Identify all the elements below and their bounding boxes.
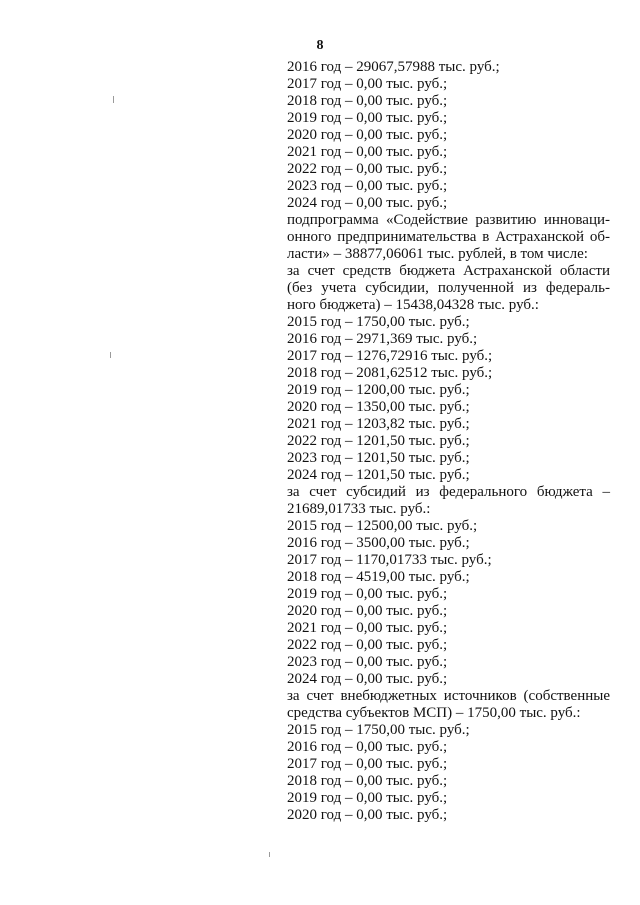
text-line: 2018 год – 0,00 тыс. руб.; [287, 93, 448, 109]
text-line: 2016 год – 3500,00 тыс. руб.; [287, 535, 470, 551]
text-line: ласти» – 38877,06061 тыс. рублей, в том числе: [287, 246, 588, 262]
text-line: 2023 год – 0,00 тыс. руб.; [287, 178, 448, 194]
text-line: 2019 год – 0,00 тыс. руб.; [287, 110, 448, 126]
text-line: 2015 год – 1750,00 тыс. руб.; [287, 722, 470, 738]
text-line: 2020 год – 0,00 тыс. руб.; [287, 603, 448, 619]
text-line: 2016 год – 29067,57988 тыс. руб.; [287, 59, 500, 75]
text-line: 2020 год – 0,00 тыс. руб.; [287, 127, 448, 143]
text-line: 2024 год – 0,00 тыс. руб.; [287, 195, 448, 211]
text-line: 2021 год – 1203,82 тыс. руб.; [287, 416, 470, 432]
text-line: 2017 год – 0,00 тыс. руб.; [287, 76, 448, 92]
scan-artifact [113, 96, 114, 103]
text-line: за счет внебюджетных источников (собственные [287, 688, 610, 704]
text-line: 2015 год – 1750,00 тыс. руб.; [287, 314, 470, 330]
text-line: 2019 год – 0,00 тыс. руб.; [287, 790, 448, 806]
text-line: 2017 год – 1170,01733 тыс. руб.; [287, 552, 492, 568]
text-line: 2016 год – 0,00 тыс. руб.; [287, 739, 448, 755]
text-line: средства субъектов МСП) – 1750,00 тыс. руб.: [287, 705, 581, 721]
text-line: за счет средств бюджета Астраханской области [287, 263, 610, 279]
text-line: 2022 год – 0,00 тыс. руб.; [287, 637, 448, 653]
text-line: 2018 год – 2081,62512 тыс. руб.; [287, 365, 493, 381]
text-line: 2015 год – 12500,00 тыс. руб.; [287, 518, 478, 534]
scan-artifact [269, 852, 270, 857]
text-line: (без учета субсидии, полученной из федераль- [287, 280, 610, 296]
text-line: 2024 год – 1201,50 тыс. руб.; [287, 467, 470, 483]
document-body [287, 59, 610, 824]
text-line: 2020 год – 1350,00 тыс. руб.; [287, 399, 470, 415]
text-line: 2020 год – 0,00 тыс. руб.; [287, 807, 448, 823]
text-line: 2021 год – 0,00 тыс. руб.; [287, 620, 448, 636]
text-line: 2023 год – 0,00 тыс. руб.; [287, 654, 448, 670]
text-line: 2017 год – 1276,72916 тыс. руб.; [287, 348, 493, 364]
page-number: 8 [316, 38, 324, 53]
text-line: 2022 год – 0,00 тыс. руб.; [287, 161, 448, 177]
scan-artifact [110, 352, 111, 358]
text-line: ного бюджета) – 15438,04328 тыс. руб.: [287, 297, 539, 313]
text-line: 2016 год – 2971,369 тыс. руб.; [287, 331, 478, 347]
text-line: 2017 год – 0,00 тыс. руб.; [287, 756, 448, 772]
text-line: 2018 год – 0,00 тыс. руб.; [287, 773, 448, 789]
text-line: 2023 год – 1201,50 тыс. руб.; [287, 450, 470, 466]
text-line: за счет субсидий из федерального бюджета – [287, 484, 610, 500]
text-line: 21689,01733 тыс. руб.: [287, 501, 431, 517]
text-line: 2019 год – 0,00 тыс. руб.; [287, 586, 448, 602]
text-line: 2021 год – 0,00 тыс. руб.; [287, 144, 448, 160]
text-line: 2018 год – 4519,00 тыс. руб.; [287, 569, 470, 585]
text-line: подпрограмма «Содействие развитию инноваци- [287, 212, 610, 228]
text-line: 2019 год – 1200,00 тыс. руб.; [287, 382, 470, 398]
text-line: 2024 год – 0,00 тыс. руб.; [287, 671, 448, 687]
text-line: 2022 год – 1201,50 тыс. руб.; [287, 433, 470, 449]
text-line: онного предпринимательства в Астраханской об- [287, 229, 610, 245]
